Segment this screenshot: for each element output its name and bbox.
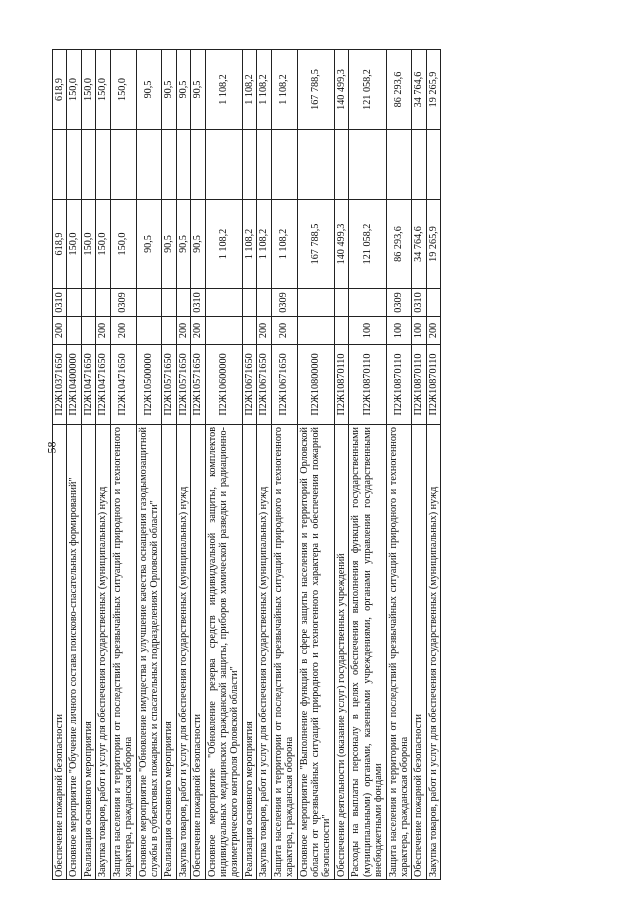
expense-type-cell: 200 [271,317,297,345]
expense-type-cell [242,317,256,345]
target-code-cell: П2Ж10870110 [349,345,386,425]
target-code-cell: П2Ж10471650 [96,345,110,425]
section-code-cell [426,289,440,317]
amount-total-cell: 86 293,6 [386,50,412,130]
amount-cell: 34 764,6 [412,200,426,289]
expense-name-cell: Реализация основного мероприятия [81,425,95,880]
table-row [136,50,162,880]
expense-type-cell: 200 [176,317,190,345]
amount-change-cell [96,130,110,200]
expense-name-cell: Закупка товаров, работ и услуг для обеспечения государственных (муниципальных) нужд [426,425,440,880]
expense-type-cell: 200 [257,317,271,345]
target-code-cell: П2Ж10671650 [271,345,297,425]
expense-name-cell: Закупка товаров, работ и услуг для обеспечения государственных (муниципальных) нужд [257,425,271,880]
amount-total-cell: 150,0 [81,50,95,130]
amount-change-cell [257,130,271,200]
target-code-cell: П2Ж10800000 [297,345,334,425]
amount-cell: 1 108,2 [271,200,297,289]
amount-total-cell: 1 108,2 [205,50,242,130]
section-code-cell: 0310 [191,289,205,317]
section-code-cell: 0310 [53,289,67,317]
section-code-cell [67,289,81,317]
target-code-cell: П2Ж10870110 [412,345,426,425]
amount-cell: 150,0 [67,200,81,289]
amount-total-cell: 1 108,2 [271,50,297,130]
amount-total-cell: 90,5 [136,50,162,130]
expense-type-cell: 200 [96,317,110,345]
amount-cell: 90,5 [162,200,176,289]
table-row [386,50,412,880]
table-row [242,50,256,880]
section-code-cell: 0309 [271,289,297,317]
section-code-cell [96,289,110,317]
expense-name-cell: Защита населения и территории от последствий чрезвычайных ситуаций природного и техногенного характера, гражданская оборона [271,425,297,880]
table-row [334,50,348,880]
budget-table [52,49,441,880]
expense-name-cell: Основное мероприятие "Обновление имущества и улучшение качества оснащения газодымозащитной службы в субъектовых пожарных и спасательных подразделениях Орловской области" [136,425,162,880]
target-code-cell: П2Ж10500000 [136,345,162,425]
target-code-cell: П2Ж10870110 [334,345,348,425]
target-code-cell: П2Ж10371650 [53,345,67,425]
amount-change-cell [242,130,256,200]
table-row [257,50,271,880]
target-code-cell: П2Ж10600000 [205,345,242,425]
amount-change-cell [110,130,136,200]
table-row [53,50,67,880]
target-code-cell: П2Ж10671650 [257,345,271,425]
amount-cell: 150,0 [110,200,136,289]
amount-cell: 1 108,2 [205,200,242,289]
target-code-cell: П2Ж10400000 [67,345,81,425]
expense-name-cell: Обеспечение пожарной безопасности [53,425,67,880]
amount-change-cell [271,130,297,200]
amount-cell: 618,9 [53,200,67,289]
expense-name-cell: Защита населения и территории от последствий чрезвычайных ситуаций природного и техногенного характера, гражданская оборона [386,425,412,880]
table-row [297,50,334,880]
target-code-cell: П2Ж10571650 [191,345,205,425]
amount-change-cell [386,130,412,200]
section-code-cell [334,289,348,317]
section-code-cell [136,289,162,317]
table-row [110,50,136,880]
amount-cell: 140 499,3 [334,200,348,289]
section-code-cell [176,289,190,317]
section-code-cell [349,289,386,317]
amount-cell: 121 058,2 [349,200,386,289]
target-code-cell: П2Ж10571650 [162,345,176,425]
section-code-cell [81,289,95,317]
amount-cell: 19 265,9 [426,200,440,289]
amount-cell: 1 108,2 [242,200,256,289]
expense-type-cell [81,317,95,345]
amount-cell: 167 788,5 [297,200,334,289]
expense-name-cell: Закупка товаров, работ и услуг для обеспечения государственных (муниципальных) нужд [176,425,190,880]
amount-cell: 90,5 [136,200,162,289]
table-row [426,50,440,880]
expense-type-cell: 200 [191,317,205,345]
expense-type-cell: 200 [53,317,67,345]
amount-total-cell: 1 108,2 [257,50,271,130]
amount-total-cell: 19 265,9 [426,50,440,130]
table-row [349,50,386,880]
amount-change-cell [81,130,95,200]
budget-table-body [53,50,441,880]
expense-name-cell: Расходы на выплаты персоналу в целях обеспечения выполнения функций государственными (муниципальными) органами, казенными учреждениями, органами управления государственными внебюджетными фондами [349,425,386,880]
amount-change-cell [412,130,426,200]
amount-change-cell [162,130,176,200]
amount-cell: 90,5 [176,200,190,289]
amount-change-cell [349,130,386,200]
amount-change-cell [176,130,190,200]
amount-change-cell [297,130,334,200]
target-code-cell: П2Ж10870110 [386,345,412,425]
amount-total-cell: 1 108,2 [242,50,256,130]
target-code-cell: П2Ж10870110 [426,345,440,425]
expense-type-cell: 200 [110,317,136,345]
amount-total-cell: 618,9 [53,50,67,130]
expense-type-cell [136,317,162,345]
section-code-cell: 0309 [110,289,136,317]
expense-name-cell: Реализация основного мероприятия [162,425,176,880]
expense-type-cell [297,317,334,345]
target-code-cell: П2Ж10471650 [81,345,95,425]
amount-total-cell: 167 788,5 [297,50,334,130]
expense-type-cell [205,317,242,345]
amount-cell: 86 293,6 [386,200,412,289]
expense-type-cell [334,317,348,345]
amount-total-cell: 150,0 [96,50,110,130]
table-row [176,50,190,880]
expense-name-cell: Защита населения и территории от последствий чрезвычайных ситуаций природного и техногенного характера, гражданская оборона [110,425,136,880]
table-row [271,50,297,880]
section-code-cell: 0309 [386,289,412,317]
section-code-cell: 0310 [412,289,426,317]
expense-name-cell: Обеспечение пожарной безопасности [191,425,205,880]
amount-cell: 150,0 [81,200,95,289]
table-row [205,50,242,880]
expense-type-cell: 100 [349,317,386,345]
expense-name-cell: Основное мероприятие "Выполнение функций в сфере защиты населения и территорий Орловской области от чрезвычайных ситуаций природного и техногенного характера и обеспечения пожарной безопасности" [297,425,334,880]
amount-total-cell: 150,0 [67,50,81,130]
target-code-cell: П2Ж10471650 [110,345,136,425]
section-code-cell [242,289,256,317]
amount-total-cell: 90,5 [191,50,205,130]
section-code-cell [297,289,334,317]
expense-name-cell: Обеспечение деятельности (оказание услуг) государственных учреждений [334,425,348,880]
amount-change-cell [334,130,348,200]
amount-change-cell [191,130,205,200]
table-row [412,50,426,880]
table-row [81,50,95,880]
amount-cell: 1 108,2 [257,200,271,289]
amount-change-cell [426,130,440,200]
page-number: 58 [44,441,59,454]
table-row [191,50,205,880]
section-code-cell [257,289,271,317]
expense-name-cell: Основное мероприятие "Обновление резерва средств индивидуальной защиты, комплектов индивидуальных медицинских гражданской защиты, приборов химической разведки и радиационно-дозиметрического контроля Орловской области" [205,425,242,880]
amount-change-cell [53,130,67,200]
rotated-budget-table-container [52,50,625,880]
amount-total-cell: 90,5 [162,50,176,130]
table-row [67,50,81,880]
amount-change-cell [136,130,162,200]
expense-name-cell: Основное мероприятие "Обучение личного состава поисково-спасательных формирований" [67,425,81,880]
amount-total-cell: 34 764,6 [412,50,426,130]
amount-change-cell [67,130,81,200]
expense-type-cell [162,317,176,345]
amount-change-cell [205,130,242,200]
expense-type-cell: 100 [412,317,426,345]
table-row [162,50,176,880]
section-code-cell [162,289,176,317]
amount-cell: 150,0 [96,200,110,289]
expense-name-cell: Обеспечение пожарной безопасности [412,425,426,880]
target-code-cell: П2Ж10571650 [176,345,190,425]
target-code-cell: П2Ж10671650 [242,345,256,425]
amount-total-cell: 140 499,3 [334,50,348,130]
expense-name-cell: Реализация основного мероприятия [242,425,256,880]
amount-total-cell: 121 058,2 [349,50,386,130]
expense-name-cell: Закупка товаров, работ и услуг для обеспечения государственных (муниципальных) нужд [96,425,110,880]
table-row [96,50,110,880]
expense-type-cell [67,317,81,345]
expense-type-cell: 200 [426,317,440,345]
amount-total-cell: 90,5 [176,50,190,130]
amount-cell: 90,5 [191,200,205,289]
expense-type-cell: 100 [386,317,412,345]
amount-total-cell: 150,0 [110,50,136,130]
section-code-cell [205,289,242,317]
